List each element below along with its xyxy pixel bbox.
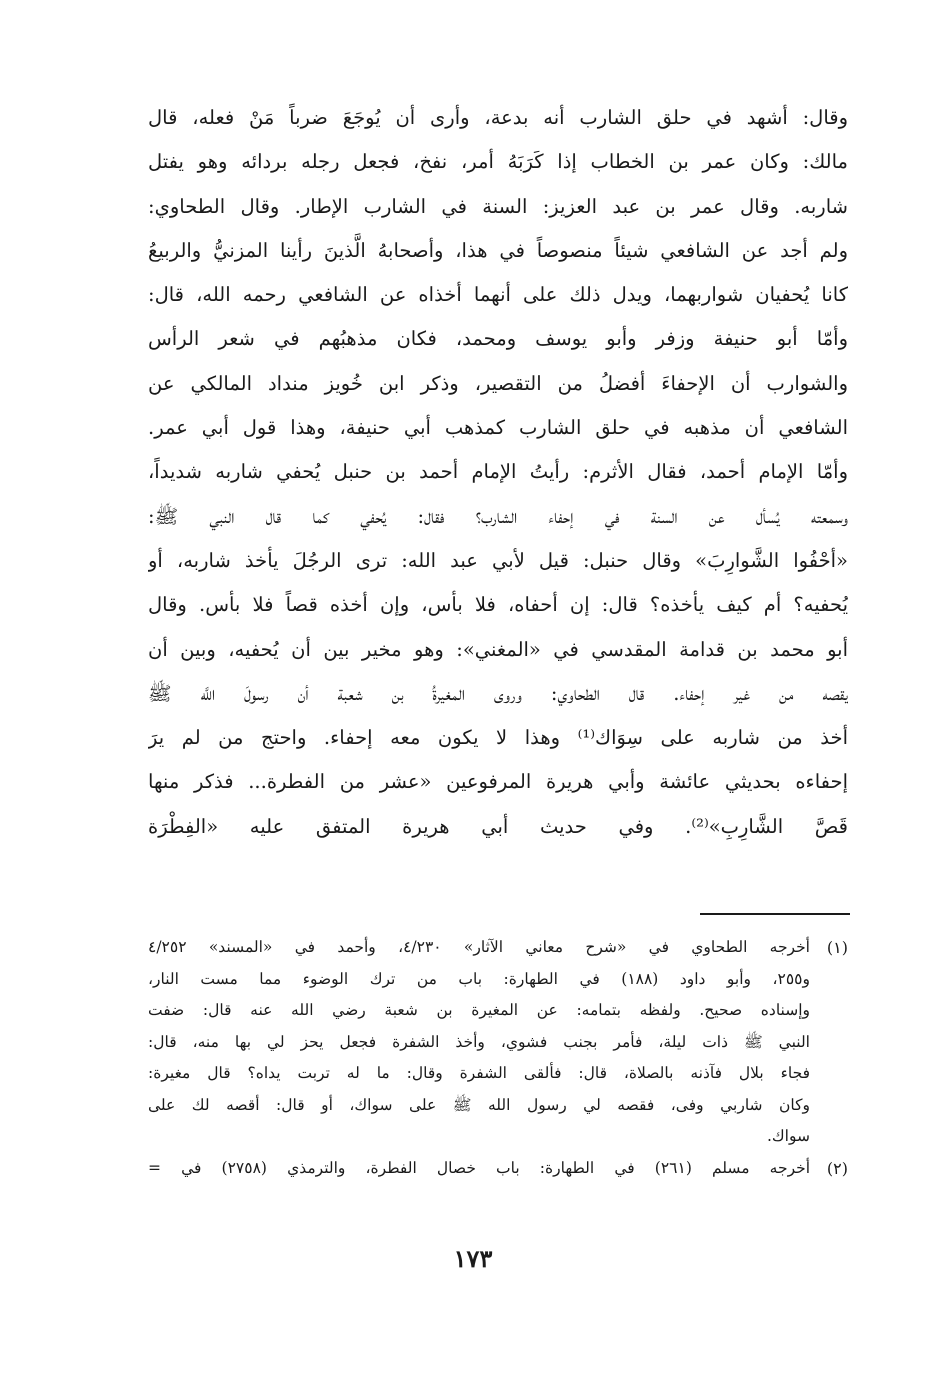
text-line: شاربه. وقال عمر بن عبد العزيز: السنة في الشارب الإطار. وقال الطحاوي: — [148, 194, 848, 218]
footnote-number: (٢) — [826, 1158, 848, 1178]
footnote-line: النبي ﷺ ذات ليلة، فأمر بجنب فشوي، وأخذ الشفرة فجعل يحز لي بها منه، قال: — [148, 1032, 810, 1051]
text-line: وسمعته يُسأل عن السنة في إحفاء الشارب؟ فقال: يُحفي كما قال النبي ﷺ: — [148, 504, 848, 528]
footnote-line: وإسناده صحيح. ولفظه بتمامه: عن المغيرة بن شعبة رضي الله عنه قال: ضفت — [148, 1001, 810, 1019]
text-line: كانا يُحفيان شواربهما، ويدل ذلك على أنهما أخذاه عن الشافعي رحمه الله، قال: — [148, 283, 848, 307]
footnote-line: فجاء بلال فآذنه بالصلاة، قال: فألقى الشفرة وقال: ما له تربت يداه؟ قال مغيرة: — [148, 1064, 810, 1082]
footnote-separator — [700, 913, 850, 915]
text-line: مالك: وكان عمر بن الخطاب إذا كَرَبَهُ أمر، نفخ، فجعل رجله بردائه وهو يفتل — [148, 150, 848, 174]
footnote-line: وكان شاربي وفى، فقصه لي رسول الله ﷺ على سواك، أو قال: أقصه لك على — [148, 1095, 810, 1114]
footnote-2 — [148, 1153, 848, 1185]
footnote-1 — [148, 932, 848, 1153]
footnote-line: أخرجه مسلم (٢٦١) في الطهارة: باب خصال الفطرة، والترمذي (٢٧٥٨) في = — [148, 1158, 810, 1177]
footnote-line: سواك. — [766, 1127, 810, 1145]
main-text — [148, 96, 848, 849]
text-line: وقال: أشهد في حلق الشارب أنه بدعة، وأرى أن يُوجَعَ ضرباً مَنْ فعله، قال — [148, 106, 848, 129]
text-line: قَصَّ الشَّارِبِ»⁽²⁾. وفي حديث أبي هريرة المتفق عليه «الفِطْرَة — [148, 814, 848, 838]
text-line: أبو محمد بن قدامة المقدسي في «المغني»: وهو مخير بين أن يُحفيه، وبين أن — [148, 637, 848, 661]
text-line: يقصه من غير إحفاء. قال الطحاوي: وروى المغيرةُ بن شعبة أن رسولَ اللَّه ﷺ — [148, 681, 848, 705]
text-line: الشافعي أن مذهبه في حلق الشارب كمذهب أبي حنيفة، وهذا قول أبي عمر. — [148, 416, 848, 440]
footnote-number: (١) — [826, 938, 848, 957]
text-line: وأمّا أبو حنيفة وزفر وأبو يوسف ومحمد، فكان مذهبُهم في شعر الرأس — [148, 327, 848, 351]
text-line: يُحفيه؟ أم كيف يأخذه؟ قال: إن أحفاه، فلا بأس، وإن أخذه قصاً فلا بأس. وقال — [148, 593, 848, 617]
page-number: ١٧٣ — [453, 1244, 493, 1273]
text-line: والشوارب أن الإحفاءَ أفضلُ من التقصير، وذكر ابن خُويز منداد المالكي عن — [148, 371, 848, 395]
footnote-line: أخرجه الطحاوي في «شرح معاني الآثار» ٤/٢٣٠، وأحمد في «المسند» ٤/٢٥٢ — [148, 938, 810, 956]
text-line: ولم أجد عن الشافعي شيئاً منصوصاً في هذا، وأصحابهُ الَّذينَ رأينا المزنيُّ والربيعُ — [148, 238, 848, 262]
text-line: «أحْفُوا الشَّوارِبَ» وقال حنبل: قيل لأبي عبد الله: ترى الرجُلَ يأخذ شاربه، أو — [148, 548, 848, 572]
footnote-line: و٢٥٥، وأبو داود (١٨٨) في الطهارة: باب من ترك الوضوء مما مست النار، — [148, 969, 810, 988]
text-line: وأمّا الإمام أحمد، فقال الأثرم: رأيتُ الإمام أحمد بن حنبل يُحفي شاربه شديداً، — [148, 460, 848, 484]
text-line: أخذ من شاربه على سِوَاك⁽¹⁾ وهذا لا يكون معه إحفاء. واحتج من لم يرَ — [148, 726, 848, 750]
text-line: إحفاءه بحديثي عائشة وأبي هريرة المرفوعين «عشر من الفطرة... فذكر منها — [148, 770, 848, 794]
footnotes — [148, 932, 848, 1184]
